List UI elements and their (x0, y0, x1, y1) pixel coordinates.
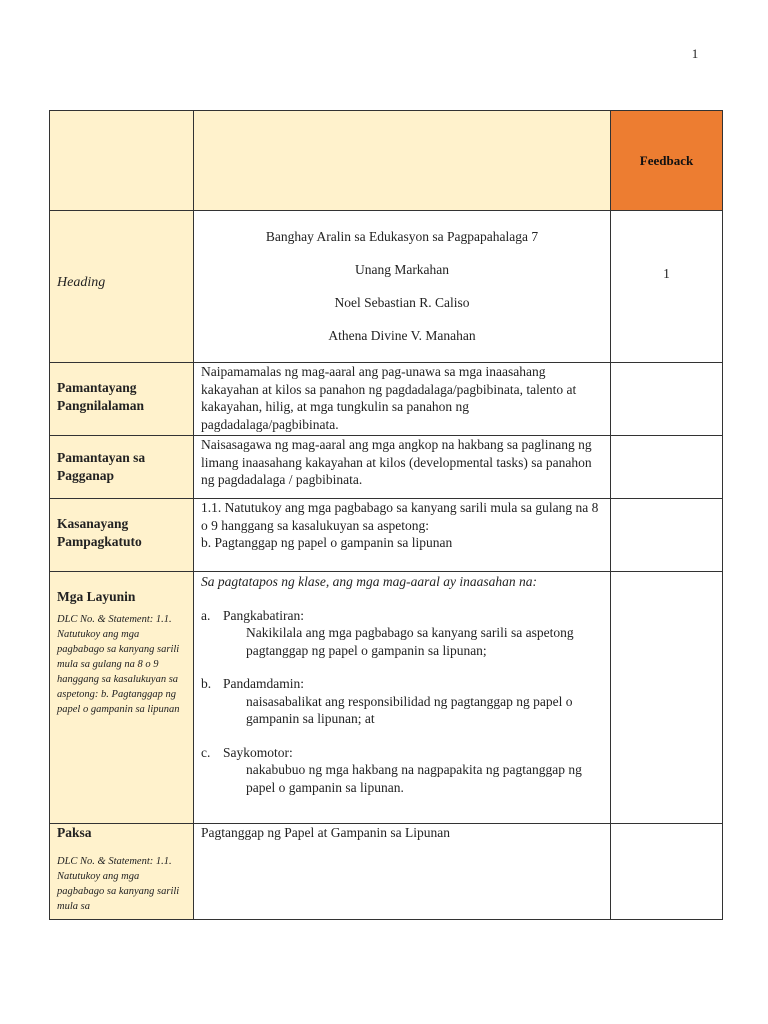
feedback-header: Feedback (611, 111, 723, 211)
kasanayang-pampagkatuto-feedback (611, 499, 723, 572)
paksa-row (50, 824, 723, 920)
objective-a-title: Pangkabatiran: (223, 607, 304, 623)
header-label-cell (50, 111, 194, 211)
paksa-dlc: DLC No. & Statement: 1.1. Natutukoy ang mga pagbabago sa kanyang sarili mula sa (57, 856, 180, 912)
pamantayan-sa-pagganap-label-cell (50, 436, 194, 499)
pamantayang-pangnilalaman-label: Pamantayang Pangnilalaman (57, 380, 145, 413)
pamantayang-pangnilalaman-label-cell (50, 363, 194, 436)
kasanayang-pampagkatuto-label: Kasanayang Pampagkatuto (57, 516, 142, 549)
pamantayan-sa-pagganap-row (50, 436, 723, 499)
paksa-label-cell (50, 824, 194, 920)
heading-feedback-value: 1 (663, 266, 670, 281)
mga-layunin-feedback (611, 572, 723, 824)
objectives-intro: Sa pagtatapos ng klase, ang mga mag-aaral ay inaasahan na: (201, 574, 537, 589)
mga-layunin-label: Mga Layunin (57, 589, 136, 604)
quarter-label: Unang Markahan (354, 262, 450, 277)
header-content-cell (194, 111, 611, 211)
objective-b-title: Pandamdamin: (223, 676, 304, 691)
paksa-feedback (611, 824, 723, 920)
pamantayang-pangnilalaman-feedback (611, 363, 723, 436)
paksa-label: Paksa (57, 825, 92, 840)
subject-title: Banghay Aralin sa Edukasyon sa Pagpapahalaga 7 (265, 229, 539, 244)
objective-a-text: Nakikilala ang mga pagbabago sa kanyang sarili sa aspetong pagtanggap ng papel o gampanin sa lipunan; (246, 625, 574, 658)
objective-a-letter: a. (201, 607, 211, 623)
mga-layunin-label-cell (50, 572, 194, 824)
objective-a-header (201, 607, 603, 625)
pamantayan-sa-pagganap-text: Naisasagawa ng mag-aaral ang mga angkop na hakbang sa paglinang ng limang inaasahang kakayahan at kilos (developmental tasks) sa panahon ng pagdadalaga / pagbibinata. (201, 437, 592, 487)
kasanayang-line-1: 1.1. Natutukoy ang mga pagbabago sa kanyang sarili mula sa gulang na 8 o 9 hanggang sa kasalukuyan sa aspetong: (201, 500, 599, 533)
objective-c-title: Saykomotor: (223, 744, 293, 760)
objective-b-header (201, 675, 603, 693)
pamantayan-sa-pagganap-content-cell (194, 436, 611, 499)
pamantayang-pangnilalaman-text: Naipamamalas ng mag-aaral ang pag-unawa sa mga inaasahang kakayahan at kilos sa panahon ng pagdadalaga/pagbibinata, talento at kakayahan, hilig, at mga tungkulin sa panahon ng pagdadalaga/pagbibinata. (201, 364, 577, 432)
lesson-plan-table (49, 110, 723, 920)
heading-row (50, 211, 723, 363)
heading-feedback-cell (611, 211, 723, 363)
objective-b-letter: b. (201, 676, 212, 691)
author-2: Athena Divine V. Manahan (328, 328, 476, 343)
objective-c-header (201, 744, 603, 762)
kasanayang-line-2: b. Pagtanggap ng papel o gampanin sa lipunan (201, 535, 453, 550)
heading-label: Heading (57, 275, 106, 290)
author-1: Noel Sebastian R. Caliso (334, 295, 470, 310)
paksa-text: Pagtanggap ng Papel at Gampanin sa Lipunan (201, 825, 450, 840)
pamantayan-sa-pagganap-feedback (611, 436, 723, 499)
mga-layunin-row (50, 572, 723, 824)
objective-c-text: nakabubuo ng mga hakbang na nagpapakita ng pagtanggap ng papel o gampanin sa lipunan. (246, 762, 582, 795)
paksa-content-cell (194, 824, 611, 920)
heading-label-cell (50, 211, 194, 363)
table-header-row (50, 111, 723, 211)
page-number: 1 (691, 46, 699, 61)
pamantayan-sa-pagganap-label: Pamantayan sa Pagganap (57, 450, 146, 483)
objective-c-letter: c. (201, 744, 211, 760)
objective-b-text: naisasabalikat ang responsibilidad ng pagtanggap ng papel o gampanin sa lipunan; at (246, 693, 573, 726)
pamantayang-pangnilalaman-content-cell (194, 363, 611, 436)
pamantayang-pangnilalaman-row (50, 363, 723, 436)
kasanayang-pampagkatuto-label-cell (50, 499, 194, 572)
mga-layunin-dlc: DLC No. & Statement: 1.1. Natutukoy ang mga pagbabago sa kanyang sarili mula sa gulang na 8 o 9 hanggang sa kasalukuyan sa aspetong: b. Pagtanggap ng papel o gampanin sa lipunan (57, 614, 180, 715)
kasanayang-pampagkatuto-content-cell (194, 499, 611, 572)
heading-content-cell (194, 211, 611, 363)
mga-layunin-content-cell (194, 572, 611, 824)
kasanayang-pampagkatuto-row (50, 499, 723, 572)
